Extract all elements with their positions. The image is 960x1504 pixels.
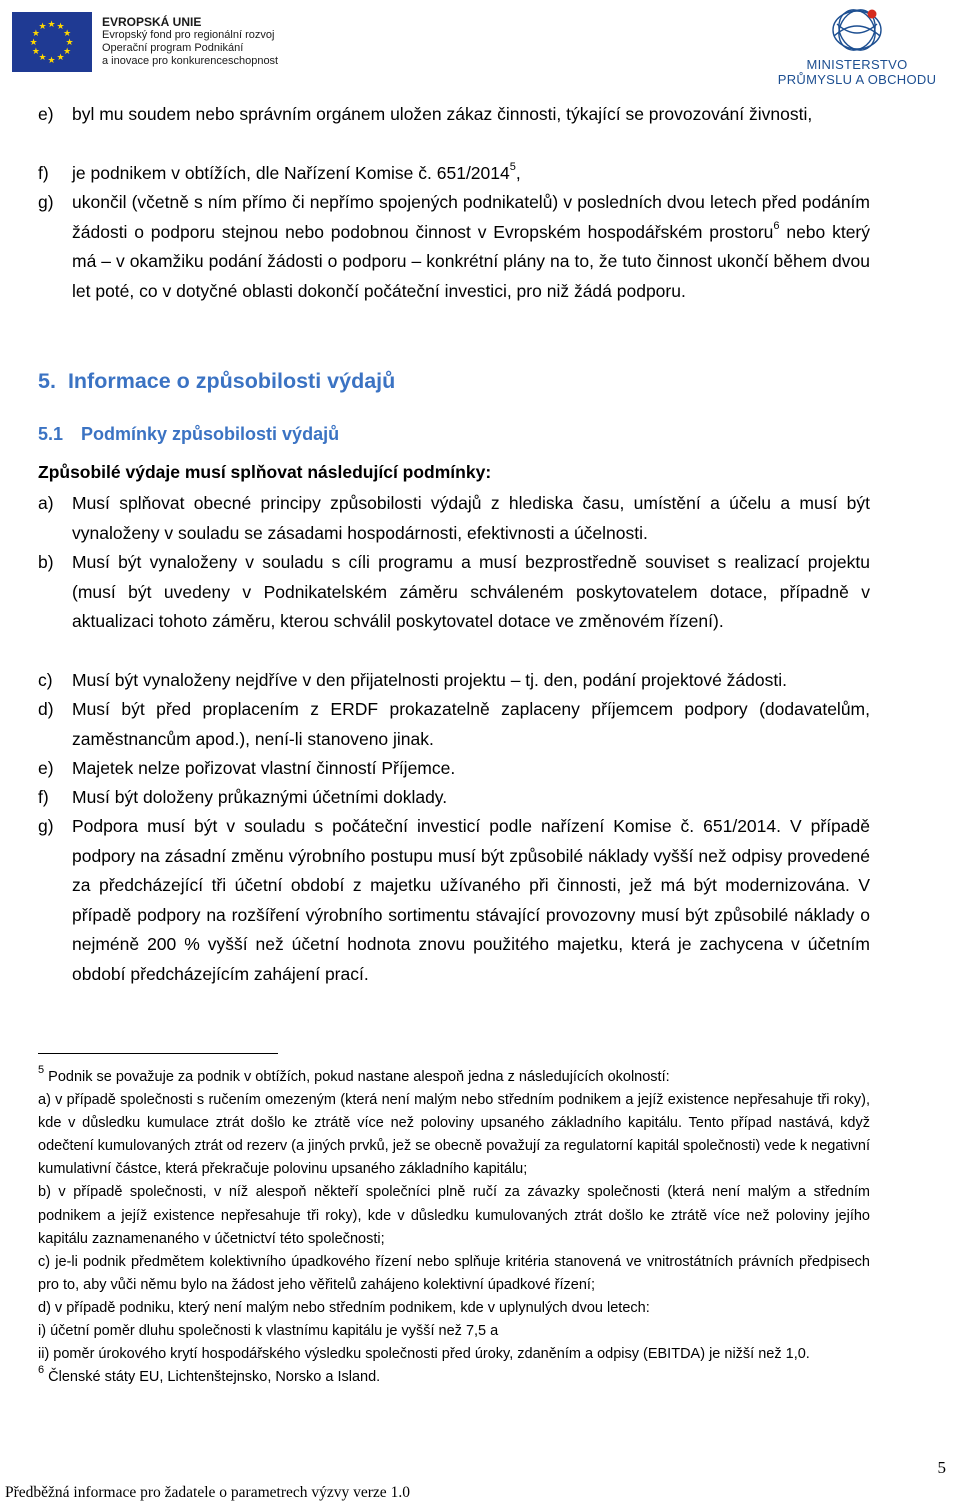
section-number: 5. xyxy=(38,369,56,393)
footnote-5 xyxy=(38,1066,870,1089)
footnote-mark: 5 xyxy=(38,1064,45,1077)
list-item-text: byl mu soudem nebo správním orgánem uložen zákaz činnosti, týkající se provozování živnosti, xyxy=(72,104,813,124)
eu-star-icon: ★ xyxy=(31,27,40,38)
condition-text: Musí být vynaloženy nejdříve v den přijatelnosti projektu – tj. den, podání projektové žádosti. xyxy=(72,670,787,690)
ministry-emblem-icon xyxy=(812,6,902,52)
eu-star-icon: ★ xyxy=(31,45,40,56)
footer-text: Předběžná informace pro žadatele o parametrech výzvy verze 1.0 xyxy=(5,1484,410,1501)
footnote-text: Členské státy EU, Lichtenštejnsko, Norsko a Island. xyxy=(48,1369,381,1386)
condition-text: Podpora musí být v souladu s počáteční investicí podle nařízení Komise č. 651/2014. V případě podpory na zásadní změnu výrobního postupu musí být způsobilé náklady vyšší než odpisy provedené za předcházející tři účetní období z majetku užívaného při činnosti, jež má být modernizována. V případě podpory na rozšíření výrobního sortimentu stávající provozovny musí být způsobilé náklady o nejméně 200 % vyšší než účetní hodnota znovu použitého majetku, která je zachycena v účetním období předcházejícím zahájení prací. xyxy=(72,816,870,984)
condition-item xyxy=(38,754,870,784)
footnote-ref-5[interactable]: 5 xyxy=(509,161,516,174)
footnotes xyxy=(38,1066,870,1389)
condition-item xyxy=(38,695,870,754)
eu-star-icon: ★ xyxy=(65,36,74,47)
footnote-item: c) je-li podnik předmětem kolektivního úpadkového řízení nebo splňuje kritéria stanovená ve vnitrostátních právních předpisech pro to, aby vůči němu bylo na žádost jeho věřitelů zahájeno kolektivní úpadkové řízení; xyxy=(38,1253,870,1293)
condition-label: g) xyxy=(38,816,54,836)
condition-label: b) xyxy=(38,552,54,572)
list-item xyxy=(38,159,870,189)
footnote-mark: 6 xyxy=(38,1364,45,1377)
list-item-text-main: ukončil (včetně s ním přímo či nepřímo spojených podnikatelů) v posledních dvou letech před podáním žádosti o podporu stejnou nebo podobnou činnost v Evropském hospodářském prostoru xyxy=(72,192,870,242)
eu-star-icon: ★ xyxy=(47,54,56,65)
list-item-text xyxy=(72,188,870,306)
list-item xyxy=(38,188,870,306)
condition-label: d) xyxy=(38,699,54,719)
eu-star-icon: ★ xyxy=(38,20,47,31)
list-item xyxy=(38,100,870,130)
section-title: Informace o způsobilosti výdajů xyxy=(67,369,396,393)
eu-logo-line: Operační program Podnikání xyxy=(102,42,244,54)
ministry-logo-line: PRŮMYSLU A OBCHODU xyxy=(777,72,937,87)
condition-item xyxy=(38,489,870,548)
eu-logo-line: Evropský fond pro regionální rozvoj xyxy=(102,29,275,41)
condition-text: Musí být vynaloženy v souladu s cíli programu a musí bezprostředně souviset s realizací projektu (musí být uvedeny v Podnikatelském záměru schváleném poskytovatelem dotace, případně v aktualizaci tohoto záměru, kterou schválil poskytovatel dotace ve změnovém řízení). xyxy=(72,552,870,631)
eu-logo xyxy=(12,12,279,72)
condition-text: Musí být před proplacením z ERDF prokazatelně zaplaceny příjemcem podpory (dodavatelům, zaměstnancům apod.), není-li stanoveno jinak. xyxy=(72,699,870,749)
eu-star-icon: ★ xyxy=(56,52,65,63)
eu-star-icon: ★ xyxy=(47,18,56,29)
list-item-label: g) xyxy=(38,192,54,212)
footnote-item: b) v případě společnosti, v níž alespoň někteří společníci plně ručí za závazky společnosti (která není malým a středním podnikem a jejíž existence nepřesahuje tři roky), kde v důsledku kumulovaných ztrát došlo ke ztrátě více než poloviny jejího kapitálu zaznamenaného v účetnictví této společnosti; xyxy=(38,1184,870,1247)
page-number: 5 xyxy=(937,1458,946,1477)
ministry-logo-line: MINISTERSTVO xyxy=(806,57,908,72)
ministry-logo xyxy=(772,6,942,87)
eu-logo-line: a inovace pro konkurenceschopnost xyxy=(102,55,279,67)
footnote-item: a) v případě společnosti s ručením omezeným (která není malým nebo středním podnikem a jejíž existence nepřesahuje tři roky), kde v důsledku kumulace ztrát došlo ke ztrátě více než poloviny upsaného základního kapitálu. Tento případ nastává, když odečtení kumulovaných ztrát od rezerv (a jiných prvků, jež se obecně považují za regulatorní kapitál společnosti) vede k negativní kumulativní částce, která překračuje polovinu upsaného základního kapitálu; xyxy=(38,1092,870,1178)
footnote-6 xyxy=(38,1366,870,1389)
subsection-number: 5.1 xyxy=(38,424,64,444)
eu-star-icon: ★ xyxy=(38,52,47,63)
condition-text: Musí splňovat obecné principy způsobilosti výdajů z hlediska času, umístění a účelu a musí být vynaloženy v souladu se zásadami hospodárnosti, efektivnosti a účelnosti. xyxy=(72,493,870,543)
condition-text: Musí být doloženy průkaznými účetními doklady. xyxy=(72,787,448,807)
eu-star-icon: ★ xyxy=(56,20,65,31)
list-item-text-after: , xyxy=(515,163,521,183)
footnote-item: ii) poměr úrokového krytí hospodářského výsledku společnosti před úroky, zdaněním a odpisy (EBITDA) je nižší než 1,0. xyxy=(38,1346,810,1363)
condition-item xyxy=(38,548,870,637)
footnote-separator xyxy=(38,1053,278,1054)
conditions-intro: Způsobilé výdaje musí splňovat následující podmínky: xyxy=(38,462,492,482)
list-item-label: e) xyxy=(38,104,54,124)
condition-text: Majetek nelze pořizovat vlastní činností Příjemce. xyxy=(72,758,456,778)
subsection-title: Podmínky způsobilosti výdajů xyxy=(81,424,340,444)
footnote-text: Podnik se považuje za podnik v obtížích, pokud nastane alespoň jedna z následujících okolností: xyxy=(48,1069,670,1085)
condition-item xyxy=(38,783,870,813)
eu-star-icon: ★ xyxy=(63,45,72,56)
list-item-text xyxy=(72,159,870,189)
condition-label: a) xyxy=(38,493,54,513)
condition-label: e) xyxy=(38,758,54,778)
footnote-item: i) účetní poměr dluhu společnosti k vlastnímu kapitálu je vyšší než 7,5 a xyxy=(38,1323,499,1340)
list-item-text-main: je podnikem v obtížích, dle Nařízení Komise č. 651/2014 xyxy=(72,163,510,183)
eu-logo-line: EVROPSKÁ UNIE xyxy=(102,15,202,29)
footnote-ref-6[interactable]: 6 xyxy=(773,219,780,232)
eu-star-icon: ★ xyxy=(63,27,72,38)
condition-label: c) xyxy=(38,670,53,690)
eu-star-icon: ★ xyxy=(29,36,38,47)
condition-item xyxy=(38,812,870,989)
footnote-item: d) v případě podniku, který není malým nebo středním podnikem, kde v uplynulých dvou letech: xyxy=(38,1299,650,1316)
list-item-label: f) xyxy=(38,163,49,183)
eu-logo-text xyxy=(102,16,302,68)
section-heading xyxy=(38,369,395,394)
condition-item xyxy=(38,666,870,696)
ministry-logo-text xyxy=(772,57,942,87)
list-item-text-after: nebo který má – v okamžiku podání žádosti o podporu – konkrétní plány na to, že tuto činnost ukončí během dvou let poté, co v dotyčné oblasti dokončí počáteční investici, pro niž žádá podporu. xyxy=(72,221,870,301)
condition-label: f) xyxy=(38,787,49,807)
subsection-heading xyxy=(38,424,339,445)
eu-flag-icon xyxy=(12,12,92,72)
